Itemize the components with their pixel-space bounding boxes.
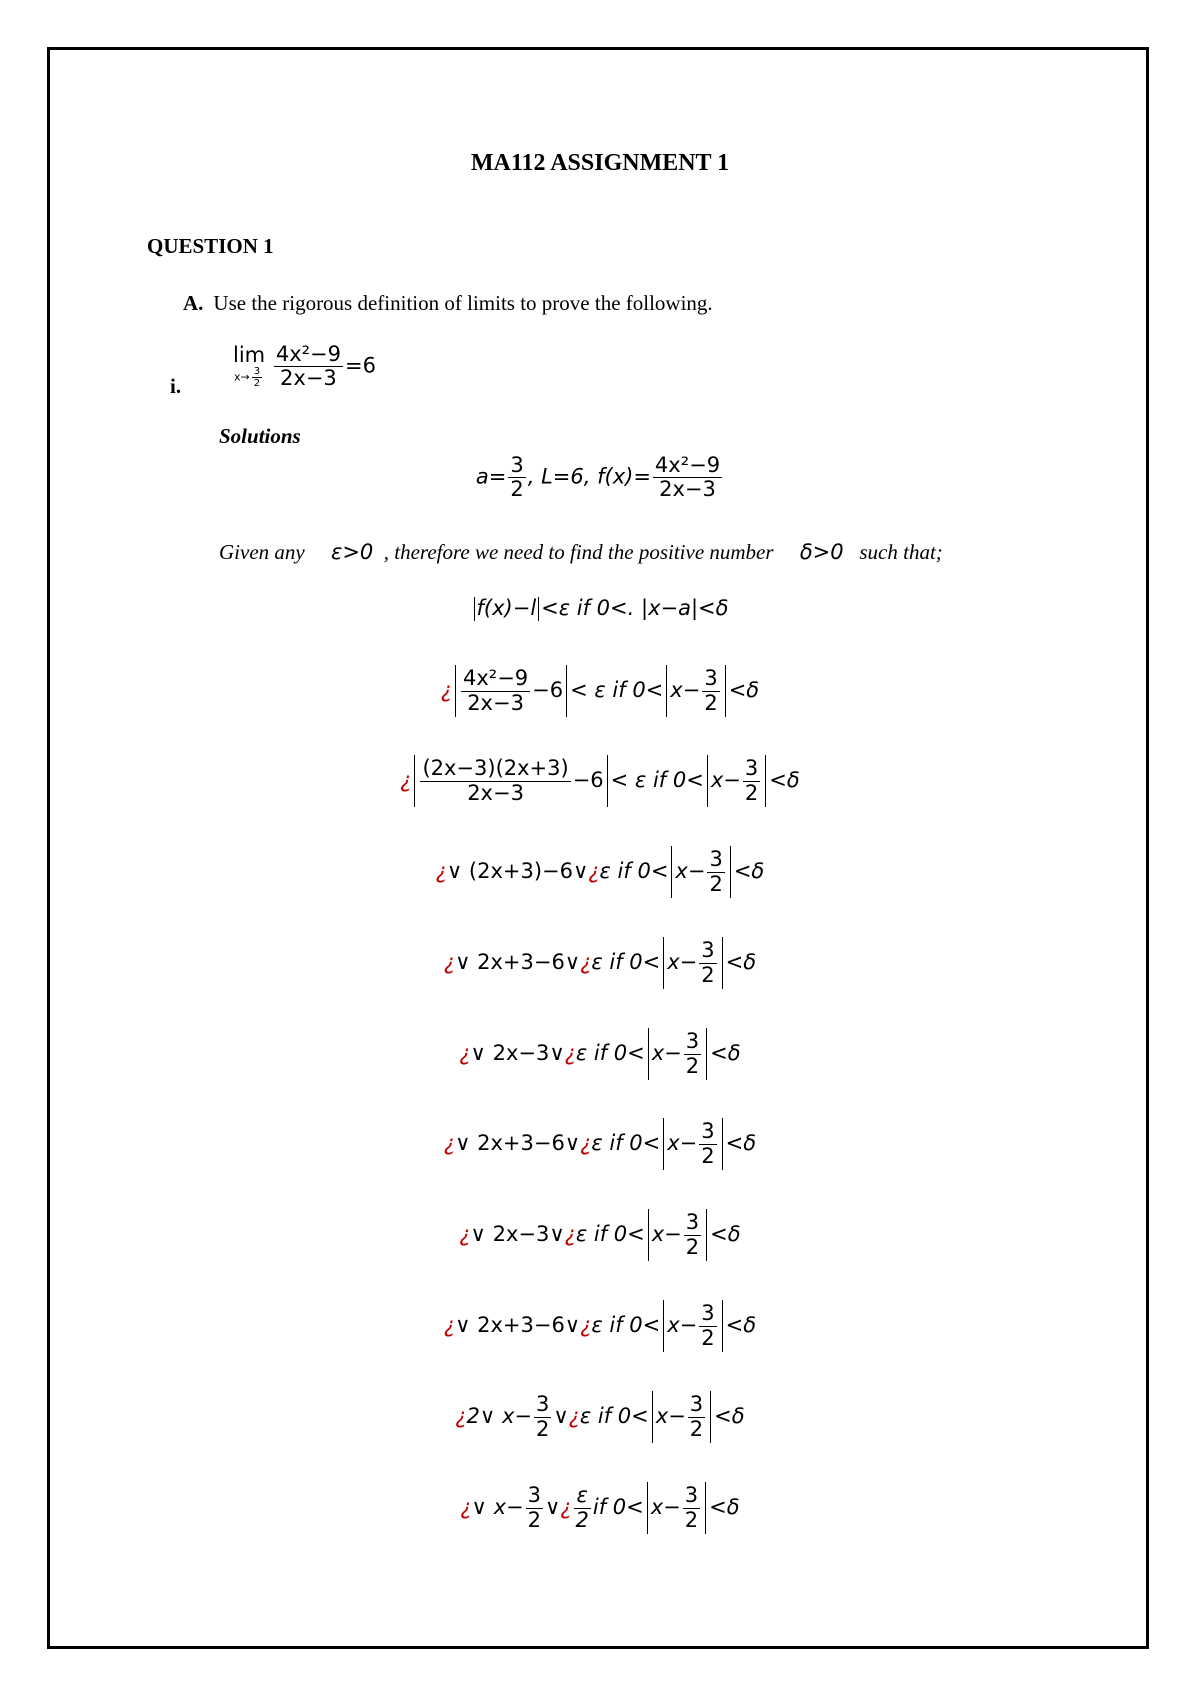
proof-step-2: ¿ $\frac{\text{4x²−9}}{2x-3}$ −6 < ε if 0< x− $\frac{3}{2}$ <δ [0,665,1200,717]
proof-step-1: f(x)−l <ε if 0<. |x−a|<δ [0,596,1200,621]
proof-step-10: ¿2∨ x− $\frac{3}{2}$ ∨¿ε if 0< x− $\frac{3}{2}$ <δ [0,1391,1200,1443]
part-a [183,291,713,316]
proof-step-9: ¿∨ 2x+3−6∨¿ε if 0< x− $\frac{3}{2}$ <δ [0,1300,1200,1352]
part-a-label: A. [183,291,204,315]
given-statement: Given any ε>0 , therefore we need to find the positive number δ>0 such that; [219,540,943,564]
proof-step-8: ¿∨ 2x−3∨¿ε if 0< x− $\frac{3}{2}$ <δ [0,1209,1200,1261]
proof-step-11: ¿∨ x− $\frac{3}{2}$ ∨¿ $\frac{\varepsilon}{2}$ if 0< x− $\frac{3}{2}$ <δ [0,1482,1200,1534]
proof-step-5: ¿∨ 2x+3−6∨¿ε if 0< x− $\frac{3}{2}$ <δ [0,937,1200,989]
proof-step-6: ¿∨ 2x−3∨¿ε if 0< x− $\frac{3}{2}$ <δ [0,1028,1200,1080]
part-a-text: Use the rigorous definition of limits to prove the following. [213,291,713,315]
item-i-label: i. [170,374,182,398]
limit-fraction: $\frac{\text{4x²−9}}{2x-3}$ [275,342,341,391]
question-heading: QUESTION 1 [147,234,274,258]
definitions-line: a= $\frac{3}{2}$ , L=6, f(x)= $\frac{\text{4x²−9}}{2x-3}$ [475,453,721,502]
proof-step-7: ¿∨ 2x+3−6∨¿ε if 0< x− $\frac{3}{2}$ <δ [0,1118,1200,1170]
limit-operator: lim x→ $\frac{3}{2}$ [233,342,266,389]
limit-expression: lim x→ $\frac{3}{2}$ $\frac{\text{4x²−9}}{2x-3}$ =6 [233,342,376,391]
proof-step-3: ¿ $\frac{(2x-3)(2x+3)}{2x-3}$ −6 < ε if 0< x− $\frac{3}{2}$ <δ [0,755,1200,807]
document-title: MA112 ASSIGNMENT 1 [470,150,730,176]
solutions-heading: Solutions [219,424,301,448]
proof-step-4: ¿∨ (2x+3)−6∨¿ε if 0< x− $\frac{3}{2}$ <δ [0,846,1200,898]
